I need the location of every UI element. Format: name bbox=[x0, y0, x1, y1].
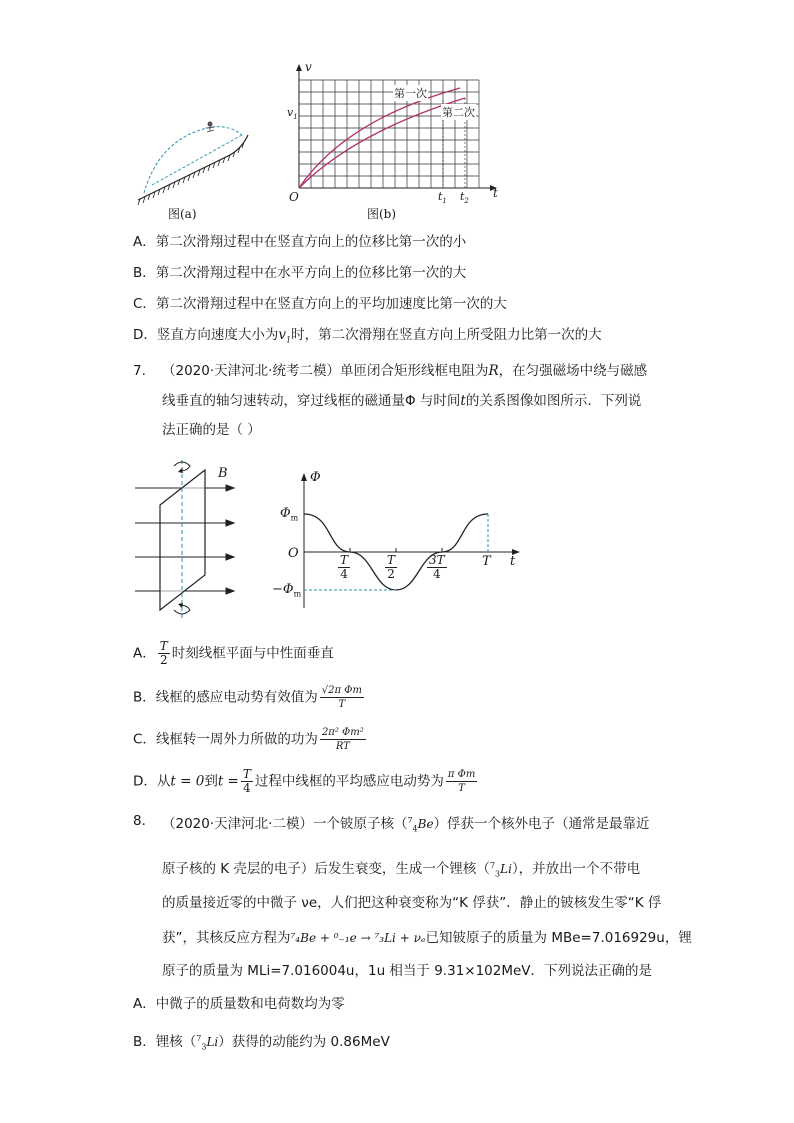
q7-number: 7. bbox=[133, 363, 146, 379]
li-isotope: $^7_3$Li bbox=[489, 861, 512, 879]
q6-option-a[interactable] bbox=[133, 233, 466, 251]
figure-b-caption: 图(b) bbox=[367, 207, 397, 221]
fraction: $\frac{\text{2π² Φm²}}{RT}$ bbox=[321, 727, 364, 752]
reaction-equation: ⁷₄Be + ⁰₋₁e → ⁷₃Li + νₑ bbox=[290, 931, 426, 945]
option-letter: D． bbox=[133, 327, 157, 343]
q8-option-b[interactable] bbox=[133, 1030, 390, 1056]
figure-b-x-axis-label: t bbox=[493, 186, 498, 200]
q6-option-c[interactable] bbox=[133, 295, 507, 313]
figure-b bbox=[285, 60, 515, 225]
phi-neg-max-label: $-\Phi_m$ bbox=[272, 582, 302, 599]
option-letter: B． bbox=[133, 265, 156, 281]
tick-t-half: $\frac{T}{2}$ bbox=[387, 553, 396, 581]
option-text: 第二次滑翔过程中在水平方向上的位移比第一次的大 bbox=[155, 265, 467, 281]
be-isotope: $^7_4$Be bbox=[407, 816, 434, 834]
q7-option-a[interactable] bbox=[133, 640, 334, 667]
option-text: 第二次滑翔过程中在竖直方向上的平均加速度比第一次的大 bbox=[155, 296, 507, 312]
phi-origin-label: O bbox=[288, 546, 299, 561]
q7-option-d[interactable] bbox=[133, 768, 479, 795]
curve-first-label: 第一次 bbox=[394, 87, 427, 100]
q8-line4: 获”，其核反应方程为⁷₄Be + ⁰₋₁e → ⁷₃Li + νₑ已知铍原子的质量为 MBe=7.016929u，锂 bbox=[162, 930, 692, 946]
fraction: $\frac{\text{π Φm}}{T}$ bbox=[447, 769, 476, 794]
tick-t-end: T bbox=[482, 554, 491, 569]
option-text: 过程中线框的平均感应电动势为 bbox=[254, 773, 444, 790]
option-text: 时，第二次滑翔在竖直方向上所受阻力比第一次的大 bbox=[291, 327, 602, 343]
q6-option-b[interactable] bbox=[133, 264, 466, 282]
option-text: 到 bbox=[204, 773, 218, 790]
option-text: 时刻线框平面与中性面垂直 bbox=[171, 645, 334, 662]
figure-a bbox=[130, 115, 280, 225]
q7-line3: 法正确的是（ ） bbox=[162, 422, 261, 438]
q8-line2: 原子核的 K 壳层的电子）后发生衰变，生成一个锂核（$^7_3$Li），并放出一个不带电 bbox=[162, 861, 641, 879]
phi-graph-drawing bbox=[272, 468, 532, 618]
figure-b-v1-label: $v_1$ bbox=[287, 106, 298, 122]
option-text: 线框转一周外力所做的功为 bbox=[155, 731, 318, 748]
figure-b-origin-label: O bbox=[289, 190, 299, 204]
figure-b-t1-label: $t_1$ bbox=[438, 190, 447, 206]
option-letter: C． bbox=[133, 731, 156, 748]
option-letter: A． bbox=[133, 996, 156, 1012]
option-letter: B． bbox=[133, 1034, 156, 1050]
option-text: 线框的感应电动势有效值为 bbox=[155, 689, 318, 706]
fraction: $\frac{T}{2}$ bbox=[159, 639, 168, 667]
tick-t-quarter: $\frac{T}{4}$ bbox=[340, 553, 349, 581]
figure-a-drawing bbox=[130, 115, 280, 225]
option-letter: B． bbox=[133, 689, 156, 706]
equation: t = 0 bbox=[170, 773, 205, 790]
option-letter: D． bbox=[133, 773, 157, 790]
q7-line2: 线垂直的轴匀速转动，穿过线框的磁通量Φ 与时间t的关系图像如图所示．下列说 bbox=[162, 393, 642, 409]
q8-option-a[interactable] bbox=[133, 995, 345, 1013]
figure-a-caption: 图(a) bbox=[168, 207, 197, 221]
phi-y-axis-label: Φ bbox=[310, 470, 321, 485]
q8-line5: 原子的质量为 MLi=7.016004u，1u 相当于 9.31×102MeV．下列说法正确的是 bbox=[162, 963, 653, 979]
option-letter: C． bbox=[133, 296, 156, 312]
q7-loop-figure bbox=[130, 460, 250, 620]
option-text: 从 bbox=[156, 773, 171, 790]
q7-line1: （2020·天津河北·统考二模）单匝闭合矩形线框电阻为R，在匀强磁场中绕与磁感 bbox=[162, 363, 648, 379]
q7-option-c[interactable] bbox=[133, 726, 368, 753]
curve-second-label: 第二次 bbox=[442, 106, 475, 119]
option-text: 中微子的质量数和电荷数均为零 bbox=[155, 996, 345, 1012]
option-letter: A． bbox=[133, 645, 156, 662]
option-text: ）获得的动能约为 0.86MeV bbox=[218, 1034, 390, 1050]
tick-3t-quarter: $\frac{3T}{4}$ bbox=[429, 553, 445, 581]
option-letter: A． bbox=[133, 234, 156, 250]
q8-number: 8. bbox=[133, 813, 146, 829]
phi-x-axis-label: t bbox=[510, 554, 516, 569]
option-text: 竖直方向速度大小为 bbox=[156, 327, 279, 343]
equation: t = bbox=[217, 773, 239, 790]
phi-max-label: $\Phi_m$ bbox=[280, 506, 299, 523]
figure-b-y-axis-label: v bbox=[305, 60, 312, 74]
q7-option-b[interactable] bbox=[133, 684, 366, 711]
option-text: 第二次滑翔过程中在竖直方向上的位移比第一次的小 bbox=[155, 234, 467, 250]
li-isotope: $^7_3$Li bbox=[196, 1034, 219, 1052]
loop-drawing bbox=[130, 460, 250, 620]
field-b-label: B bbox=[218, 466, 228, 481]
figure-b-t2-label: $t_2$ bbox=[460, 190, 469, 206]
q8-line1: （2020·天津河北·二模）一个铍原子核（$^7_4$Be）俘获一个核外电子（通常是最靠近 bbox=[162, 816, 650, 834]
var-v: $v_1$ bbox=[278, 327, 292, 345]
option-text: 锂核（ bbox=[155, 1034, 197, 1050]
q7-phi-graph bbox=[272, 468, 532, 618]
fraction: $\frac{T}{4}$ bbox=[242, 767, 251, 795]
q8-line3: 的质量接近零的中微子 νe，人们把这种衰变称为“K 俘获”．静止的铍核发生零“K 俘 bbox=[162, 895, 662, 911]
fraction: $\frac{\text{√2π Φm}}{T}$ bbox=[321, 685, 362, 710]
q6-option-d[interactable] bbox=[133, 326, 602, 350]
